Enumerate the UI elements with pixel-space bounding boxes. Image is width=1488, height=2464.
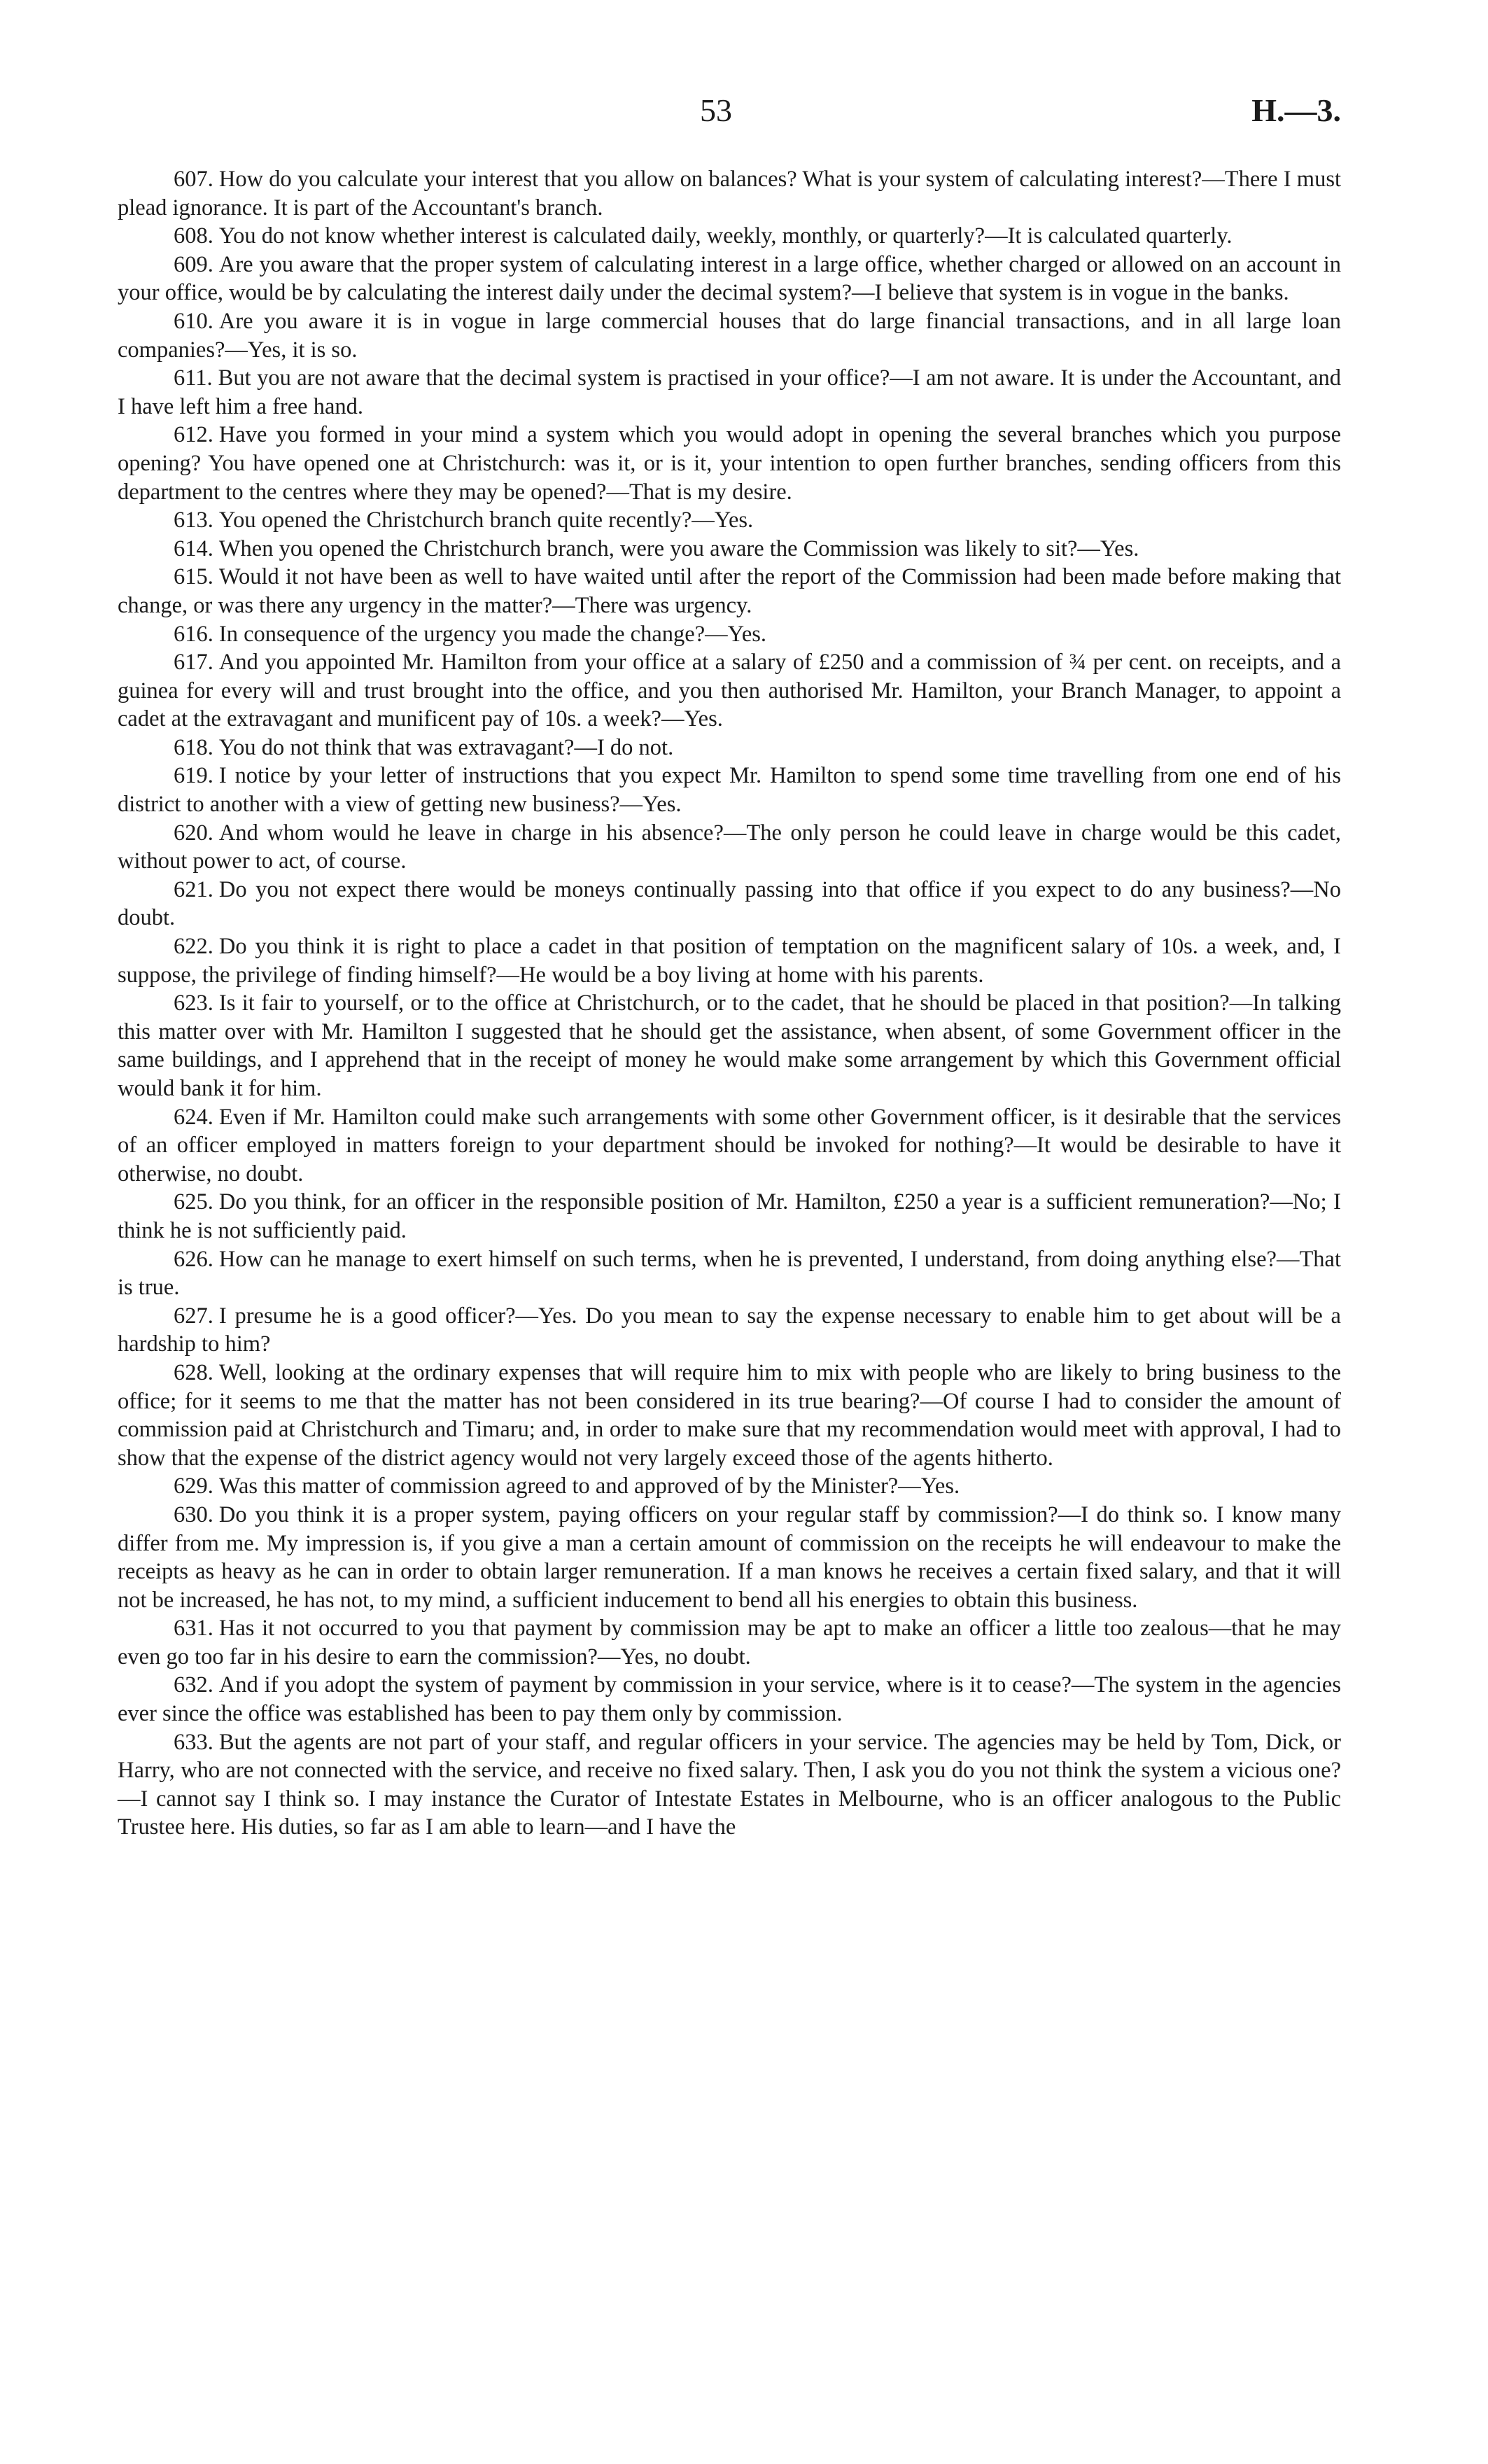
paragraph-text: Do you think, for an officer in the responsible position of Mr. Hamilton, £250 a year is a sufficient remuneration?—No; I think he is not sufficiently paid. [118, 1189, 1341, 1243]
paragraph-text: Are you aware that the proper system of calculating interest in a large office, whether charged or allowed on an account in your office, would be by calculating the interest daily under the decimal system?—I believe that system is in vogue in the banks. [118, 251, 1341, 306]
paragraph-text: In consequence of the urgency you made the change?—Yes. [218, 621, 767, 647]
paragraph-number: 632. [174, 1672, 213, 1698]
paragraph-text: But you are not aware that the decimal system is practised in your office?—I am not aware. It is under the Accountant, and I have left him a free hand. [118, 365, 1341, 419]
paragraph-number: 610. [174, 308, 213, 334]
qa-paragraph [118, 1728, 1341, 1842]
page-header [0, 91, 1488, 133]
paragraph-number: 624. [174, 1104, 213, 1130]
paragraph-number: 617. [174, 650, 213, 676]
paragraph-text: And if you adopt the system of payment by commission in your service, where is it to cease?—The system in the agencies ever since the office was established has been to pay them only by commission. [118, 1672, 1341, 1727]
paragraph-number: 622. [174, 934, 213, 960]
qa-paragraph [118, 165, 1341, 222]
paragraph-text: Are you aware it is in vogue in large commercial houses that do large financial transactions, and in all large loan companies?—Yes, it is so. [118, 308, 1341, 363]
qa-paragraph [118, 876, 1341, 932]
paragraph-number: 625. [174, 1189, 213, 1215]
paragraph-text: Do you think it is right to place a cadet in that position of temptation on the magnificent salary of 10s. a week, and, I suppose, the privilege of finding himself?—He would be a boy living at home with his parents. [118, 934, 1341, 988]
qa-paragraph [118, 1359, 1341, 1472]
qa-paragraph [118, 563, 1341, 620]
paragraph-number: 627. [174, 1303, 213, 1329]
qa-paragraph [118, 1472, 1341, 1501]
paragraph-number: 612. [174, 422, 213, 448]
paragraph-number: 611. [174, 365, 213, 391]
qa-paragraph [118, 535, 1341, 564]
document-body [118, 165, 1341, 1842]
paragraph-text: Even if Mr. Hamilton could make such arrangements with some other Government officer, is it desirable that the services of an officer employed in matters foreign to your department should be invoked for nothing?—It would be desirable to have it otherwise, no doubt. [118, 1104, 1341, 1186]
qa-paragraph [118, 251, 1341, 307]
document-reference: H.—3. [1251, 92, 1341, 128]
paragraph-text: You opened the Christchurch branch quite recently?—Yes. [218, 507, 754, 533]
qa-paragraph [118, 421, 1341, 506]
qa-paragraph [118, 1302, 1341, 1359]
paragraph-number: 630. [174, 1502, 213, 1527]
qa-paragraph [118, 989, 1341, 1102]
qa-paragraph [118, 762, 1341, 818]
qa-paragraph [118, 932, 1341, 989]
qa-paragraph [118, 506, 1341, 535]
paragraph-number: 619. [174, 763, 213, 789]
paragraph-number: 620. [174, 820, 213, 846]
qa-paragraph [118, 1188, 1341, 1245]
paragraph-text: Was this matter of commission agreed to and approved of by the Minister?—Yes. [218, 1474, 960, 1499]
paragraph-number: 618. [174, 734, 213, 760]
qa-paragraph [118, 1614, 1341, 1671]
qa-paragraph [118, 1501, 1341, 1614]
paragraph-text: I notice by your letter of instructions that you expect Mr. Hamilton to spend some time travelling from one end of his district to another with a view of getting new business?—Yes. [118, 763, 1341, 818]
paragraph-text: Do you think it is a proper system, paying officers on your regular staff by commission?—I do think so. I know many differ from me. My impression is, if you give a man a certain amount of commission on the receipts he will endeavour to make the receipts as heavy as he can in order to obtain larger remuneration. If a man knows he receives a certain fixed salary, and that it will not be increased, he has not, to my mind, a sufficient inducement to bend all his energies to obtain this business. [118, 1502, 1341, 1613]
qa-paragraph [118, 620, 1341, 649]
page-number: 53 [700, 92, 732, 128]
paragraph-number: 623. [174, 990, 213, 1016]
paragraph-text: I presume he is a good officer?—Yes. Do you mean to say the expense necessary to enable him to get about will be a hardship to him? [118, 1303, 1341, 1357]
qa-paragraph [118, 819, 1341, 876]
paragraph-text: And you appointed Mr. Hamilton from your office at a salary of £250 and a commission of ¾ per cent. on receipts, and a guinea for every will and trust brought into the office, and you then authorised Mr. Hamilton, your Branch Manager, to appoint a cadet at the extravagant and munificent pay of 10s. a week?—Yes. [118, 650, 1341, 732]
paragraph-text: Do you not expect there would be moneys continually passing into that office if you expect to do any business?—No doubt. [118, 876, 1341, 931]
qa-paragraph [118, 734, 1341, 762]
paragraph-text: And whom would he leave in charge in his absence?—The only person he could leave in charge would be this cadet, without power to act, of course. [118, 820, 1341, 874]
paragraph-number: 614. [174, 536, 213, 561]
paragraph-number: 629. [174, 1474, 213, 1499]
paragraph-text: Would it not have been as well to have waited until after the report of the Commission had been made before making that change, or was there any urgency in the matter?—There was urgency. [118, 564, 1341, 618]
paragraph-number: 616. [174, 621, 213, 647]
qa-paragraph [118, 648, 1341, 734]
paragraph-text: Have you formed in your mind a system which you would adopt in opening the several branches which you purpose opening? You have opened one at Christchurch: was it, or is it, your intention to open further branches, sending officers from this department to the centres where they may be opened?—That is my desire. [118, 422, 1341, 505]
paragraph-text: When you opened the Christchurch branch, were you aware the Commission was likely to sit?—Yes. [218, 536, 1139, 561]
paragraph-text: You do not know whether interest is calculated daily, weekly, monthly, or quarterly?—It is calculated quarterly. [218, 223, 1233, 249]
paragraph-text: Has it not occurred to you that payment by commission may be apt to make an officer a little too zealous—that he may even go too far in his desire to earn the commission?—Yes, no doubt. [118, 1616, 1341, 1670]
qa-paragraph [118, 307, 1341, 364]
paragraph-number: 615. [174, 564, 213, 590]
paragraph-number: 621. [174, 876, 213, 902]
qa-paragraph [118, 1245, 1341, 1302]
paragraph-text: How can he manage to exert himself on such terms, when he is prevented, I understand, from doing anything else?—That is true. [118, 1246, 1341, 1301]
paragraph-number: 628. [174, 1359, 213, 1385]
paragraph-text: Well, looking at the ordinary expenses that will require him to mix with people who are likely to bring business to the office; for it seems to me that the matter has not been considered in its true bearing?—Of course I had to consider the amount of commission paid at Christchurch and Timaru; and, in order to make sure that my recommendation would meet with approval, I had to show that the expense of the district agency would not very largely exceed those of the agents hitherto. [118, 1359, 1341, 1471]
qa-paragraph [118, 364, 1341, 421]
qa-paragraph [118, 1103, 1341, 1189]
paragraph-number: 626. [174, 1246, 213, 1272]
paragraph-text: But the agents are not part of your staff, and regular officers in your service. The agencies may be held by Tom, Dick, or Harry, who are not connected with the service, and receive no fixed salary. Then, I ask you do you not think the system a vicious one?—I cannot say I think so. I may instance the Curator of Intestate Estates in Melbourne, who is an officer analogous to the Public Trustee here. His duties, so far as I am able to learn—and I have the [118, 1729, 1341, 1840]
paragraph-text: How do you calculate your interest that you allow on balances? What is your system of calculating interest?—There I must plead ignorance. It is part of the Accountant's branch. [118, 167, 1341, 220]
paragraph-number: 633. [174, 1729, 213, 1755]
paragraph-number: 609. [174, 251, 213, 277]
qa-paragraph [118, 1671, 1341, 1728]
paragraph-number: 631. [174, 1616, 213, 1642]
paragraph-text: You do not think that was extravagant?—I do not. [218, 734, 674, 760]
paragraph-text: Is it fair to yourself, or to the office at Christchurch, or to the cadet, that he should be placed in that position?—In talking this matter over with Mr. Hamilton I suggested that he should get the assistance, when absent, of some Government officer in the same buildings, and I apprehend that in the receipt of money he would make some arrangement by which this Government official would bank it for him. [118, 990, 1341, 1101]
paragraph-number: 607. [174, 167, 213, 192]
paragraph-number: 608. [174, 223, 213, 249]
paragraph-number: 613. [174, 507, 213, 533]
qa-paragraph [118, 222, 1341, 251]
